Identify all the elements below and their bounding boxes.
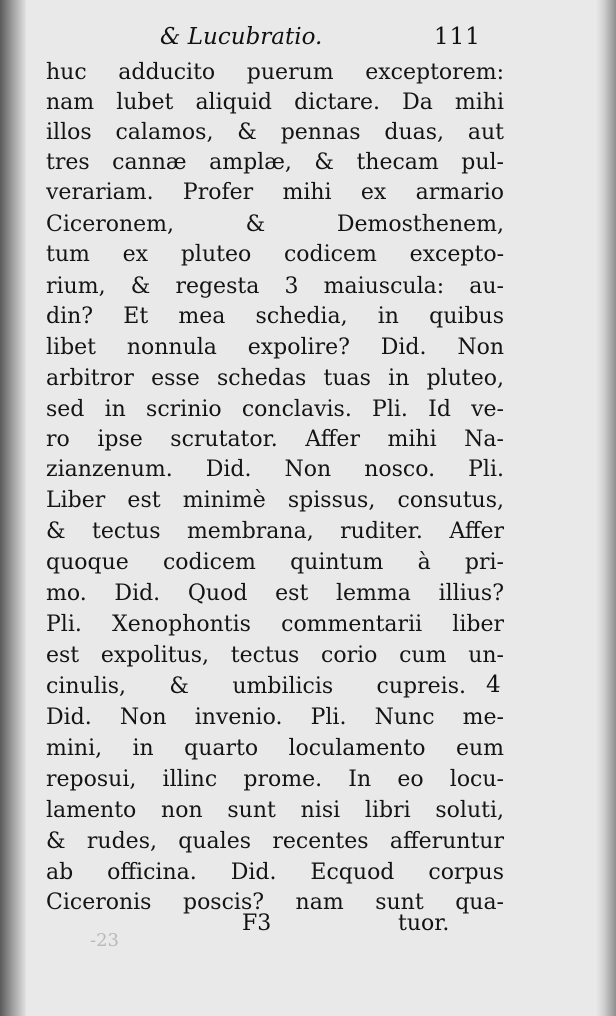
text-line: mo. Did. Quod est lemma illius? — [46, 581, 504, 606]
text-line: lamento non sunt nisi libri soluti, — [46, 798, 504, 823]
text-line: verariam. Profer mihi ex armario — [46, 180, 504, 205]
text-line: tres cannæ amplæ, & thecam pul- — [46, 150, 504, 175]
text-line: tum ex pluteo codicem excepto- — [46, 242, 504, 267]
running-header: & Lucubratio. — [160, 24, 323, 50]
text-line: Liber est minimè spissus, consutus, — [46, 488, 504, 513]
text-line: Did. Non invenio. Pli. Nunc me- — [46, 705, 504, 730]
text-line: Pli. Xenophontis commentarii liber — [46, 612, 504, 637]
catchword: tuor. — [398, 911, 450, 936]
text-line: reposui, illinc prome. In eo locu- — [46, 767, 504, 792]
text-line: nam lubet aliquid dictare. Da mihi — [46, 90, 504, 115]
text-line: din? Et mea schedia, in quibus — [46, 304, 504, 329]
text-line: arbitror esse schedas tuas in pluteo, — [46, 366, 504, 391]
text-line: zianzenum. Did. Non nosco. Pli. — [46, 457, 504, 482]
marginal-number: 4 — [486, 672, 501, 698]
text-line: ab officina. Did. Ecquod corpus — [46, 860, 504, 885]
bleed-through-mark: -23 — [90, 930, 119, 951]
text-line: est expolitus, tectus corio cum un- — [46, 643, 504, 668]
text-line: & tectus membrana, ruditer. Affer — [46, 519, 504, 544]
text-line: Ciceronem, & Demosthenem, — [46, 212, 504, 237]
text-line: libet nonnula expolire? Did. Non — [46, 335, 504, 360]
text-line: illos calamos, & pennas duas, aut — [46, 120, 504, 145]
text-line: rium, & regesta 3 maiuscula: au- — [46, 274, 504, 299]
text-line: mini, in quarto loculamento eum — [46, 736, 504, 761]
text-line: Ciceronis poscis? nam sunt qua- — [46, 890, 504, 915]
signature-mark: F3 — [242, 911, 272, 936]
text-line: quoque codicem quintum à pri- — [46, 550, 504, 575]
text-line: & rudes, quales recentes afferuntur — [46, 829, 504, 854]
text-line: sed in scrinio conclavis. Pli. Id ve- — [46, 397, 504, 422]
page-number: 111 — [434, 24, 481, 50]
text-line: ro ipse scrutator. Affer mihi Na- — [46, 427, 504, 452]
text-line: cinulis, & umbilicis cupreis. — [46, 674, 466, 699]
text-line: huc adducito puerum exceptorem: — [46, 60, 504, 85]
